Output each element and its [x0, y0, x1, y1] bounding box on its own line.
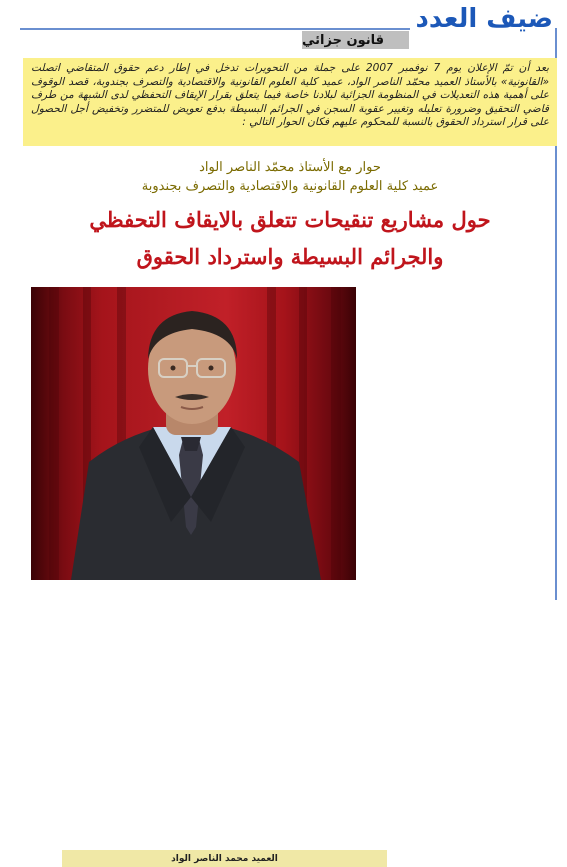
- headline-line-2: والجرائم البسيطة واسترداد الحقوق: [136, 244, 444, 269]
- intro-text: بعد أن تمّ الإعلان يوم 7 نوفمبر 2007 على جملة من التحويرات تدخل في إطار دعم حقوق المتقاضي اتصلت «القانونية» بالأستاذ العميد محمّد الناصر الواد، عميد كلية العلوم القانونية والاقتصادية والتصرف بجندوبة، قصد الوقوف على أهمية هذه التعديلات في المنظومة الجزائية لبلادنا خاصة فيما يتعلق بقرار الإيقاف التحفظي لدى الشبهة من طرف قاضي التحقيق وضرورة تعليله وتغيير عقوبة السجن في الجرائم البسيطة بدفع تعويض للمتضرر وتخفيض أجل الحصول على قرار استرداد الحقوق بالنسبة للمحكوم عليهم فكان الحوار التالي :: [31, 62, 549, 129]
- top-rule: [20, 28, 410, 30]
- section-label: قانون جزائي: [302, 32, 384, 48]
- intro-box: [23, 58, 557, 146]
- portrait-photo: [31, 287, 356, 864]
- portrait-illustration: [31, 287, 356, 580]
- byline-interviewee: حوار مع الأستاذ محمّد الناصر الواد: [199, 160, 381, 175]
- byline-position: عميد كلية العلوم القانونية والاقتصادية والتصرف بجندوبة: [141, 179, 439, 194]
- headline-line-1: حول مشاريع تنقيحات تتعلق بالايقاف التحفظي: [89, 207, 491, 232]
- photo-caption: [62, 850, 387, 867]
- masthead-title: ضيف العدد: [415, 4, 553, 34]
- section-tag: [302, 31, 409, 49]
- photo-caption-text: العميد محمد الناصر الواد: [171, 853, 278, 864]
